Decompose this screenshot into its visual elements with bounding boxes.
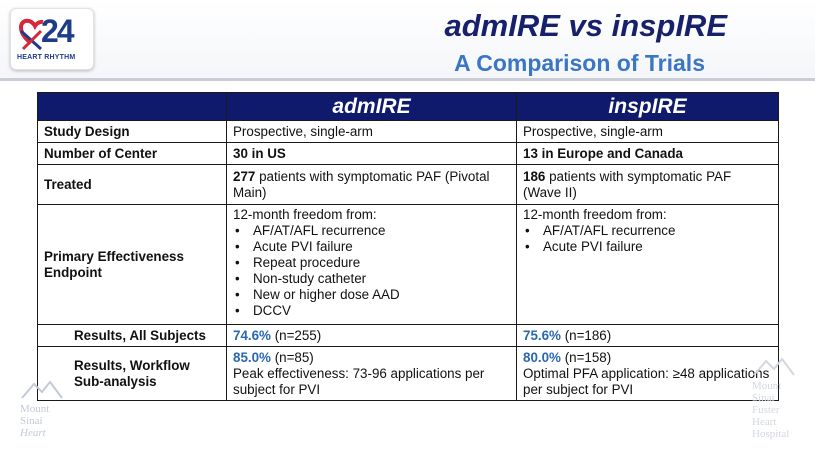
result-note: Optimal PFA application: ≥48 applications per subject for PVI bbox=[523, 365, 770, 397]
endpoint-list bbox=[233, 223, 510, 319]
table-row bbox=[38, 165, 779, 205]
column-header-admire: admIRE bbox=[227, 93, 517, 121]
cell-inspire-results-all bbox=[517, 325, 779, 347]
watermark-line: Heart bbox=[752, 416, 777, 428]
table-header-row bbox=[38, 93, 779, 121]
cell-admire-results-workflow bbox=[227, 347, 517, 401]
watermark-mount-sinai-fuster bbox=[752, 355, 796, 440]
treated-text: patients with symptomatic PAF (Wave II) bbox=[523, 168, 732, 200]
logo-caption: HEART RHYTHM bbox=[17, 54, 76, 61]
treated-count: 277 bbox=[233, 168, 256, 184]
treated-text: patients with symptomatic PAF (Pivotal Main) bbox=[233, 168, 490, 200]
result-n: (n=186) bbox=[560, 327, 612, 343]
cell-inspire-centers: 13 in Europe and Canada bbox=[517, 143, 779, 165]
treated-count: 186 bbox=[523, 168, 546, 184]
list-item: • AF/AT/AFL recurrence bbox=[543, 223, 772, 239]
cell-inspire-results-workflow bbox=[517, 347, 779, 401]
cell-inspire-study-design: Prospective, single-arm bbox=[517, 121, 779, 143]
watermark-mountain-icon bbox=[20, 378, 64, 400]
watermark-mountain-icon bbox=[752, 355, 796, 377]
cell-inspire-endpoint bbox=[517, 205, 779, 325]
cell-admire-endpoint bbox=[227, 205, 517, 325]
row-label-results-workflow: Results, Workflow Sub-analysis bbox=[38, 347, 227, 401]
row-label-centers: Number of Center bbox=[38, 143, 227, 165]
watermark-line: Mount bbox=[20, 403, 50, 415]
watermark-line: Sinai bbox=[20, 415, 43, 427]
cell-admire-treated bbox=[227, 165, 517, 205]
watermark-line: Fuster bbox=[752, 404, 780, 416]
watermark-line: Heart bbox=[20, 427, 46, 439]
result-n: (n=255) bbox=[270, 327, 322, 343]
result-n: (n=158) bbox=[560, 349, 612, 365]
watermark-line: Mount bbox=[752, 380, 782, 392]
cell-inspire-treated bbox=[517, 165, 779, 205]
watermark-line: Sinai bbox=[752, 392, 775, 404]
hr24-logo bbox=[10, 8, 94, 70]
result-n: (n=85) bbox=[270, 349, 314, 365]
table-row bbox=[38, 205, 779, 325]
slide-title: admIRE vs inspIRE bbox=[444, 8, 727, 43]
table-row bbox=[38, 143, 779, 165]
row-label-results-all: Results, All Subjects bbox=[38, 325, 227, 347]
logo-number: 24 bbox=[41, 13, 73, 49]
list-item: • Acute PVI failure bbox=[253, 239, 510, 255]
list-item: • AF/AT/AFL recurrence bbox=[253, 223, 510, 239]
endpoint-list bbox=[523, 223, 772, 255]
row-label-study-design: Study Design bbox=[38, 121, 227, 143]
result-percent: 85.0% bbox=[233, 349, 271, 365]
column-header-inspire: inspIRE bbox=[517, 93, 779, 121]
list-item: • DCCV bbox=[253, 303, 510, 319]
result-note: Peak effectiveness: 73-96 applications per subject for PVI bbox=[233, 365, 485, 397]
result-percent: 80.0% bbox=[523, 349, 561, 365]
comparison-table bbox=[37, 92, 779, 401]
result-percent: 74.6% bbox=[233, 327, 271, 343]
cell-admire-centers: 30 in US bbox=[227, 143, 517, 165]
list-item: • Non-study catheter bbox=[253, 271, 510, 287]
cell-admire-study-design: Prospective, single-arm bbox=[227, 121, 517, 143]
list-item: • New or higher dose AAD bbox=[253, 287, 510, 303]
table-row bbox=[38, 121, 779, 143]
result-percent: 75.6% bbox=[523, 327, 561, 343]
list-item: • Repeat procedure bbox=[253, 255, 510, 271]
watermark-line: Hospital bbox=[752, 428, 790, 440]
row-label-endpoint: Primary Effectiveness Endpoint bbox=[38, 205, 227, 325]
cell-admire-results-all bbox=[227, 325, 517, 347]
endpoint-intro: 12-month freedom from: bbox=[523, 207, 667, 222]
slide-subtitle: A Comparison of Trials bbox=[454, 50, 705, 76]
watermark-mount-sinai-heart bbox=[20, 378, 64, 439]
list-item: • Acute PVI failure bbox=[543, 239, 772, 255]
row-label-treated: Treated bbox=[38, 165, 227, 205]
table-row bbox=[38, 325, 779, 347]
header-empty-cell bbox=[38, 93, 227, 121]
endpoint-intro: 12-month freedom from: bbox=[233, 207, 377, 222]
table-row bbox=[38, 347, 779, 401]
